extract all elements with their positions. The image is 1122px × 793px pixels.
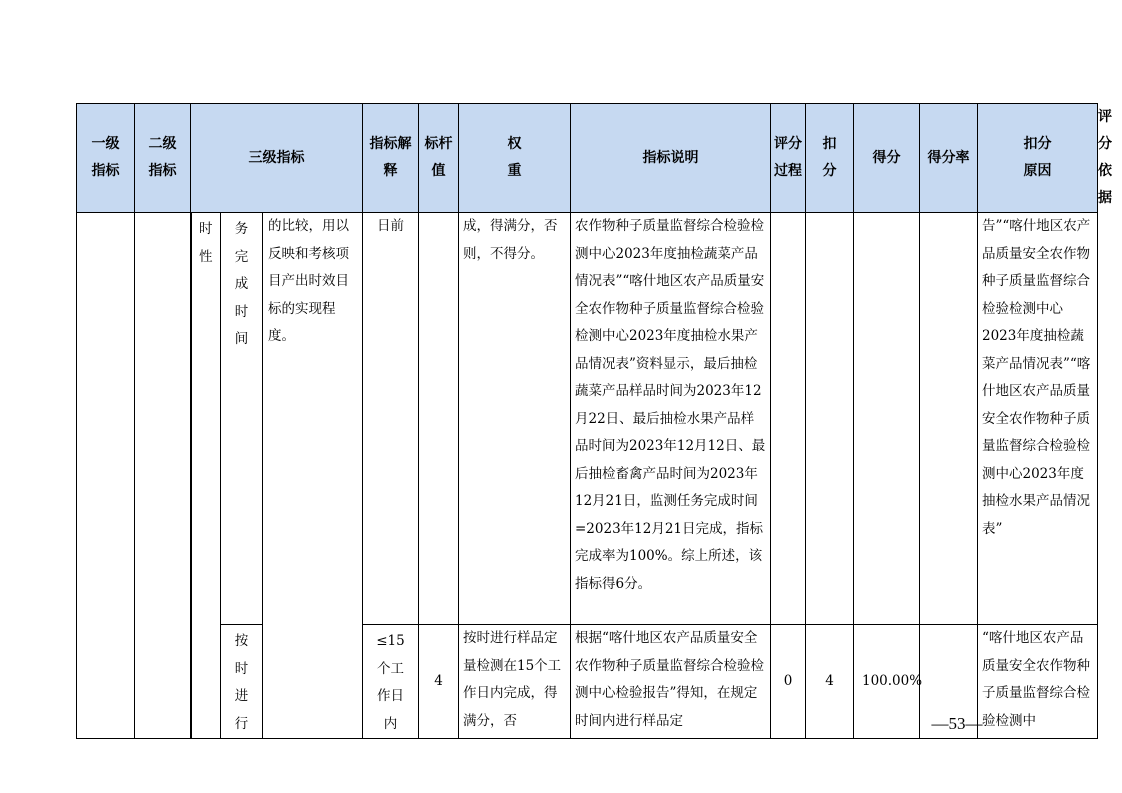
header-rate: 得分率: [920, 104, 978, 213]
level3-prefix-char: 时: [199, 221, 213, 237]
cell-explain: [263, 625, 363, 739]
cell-score: [806, 213, 854, 625]
cell-weight: 4: [419, 625, 459, 739]
evaluation-table: [76, 103, 1112, 739]
cell-rate: 100.00%: [854, 625, 920, 739]
cell-basis: 告”“喀什地区农产品质量安全农作物种子质量监督综合检验检测中心2023年度抽检蔬菜产品情况表”“喀什地区农产品质量安全农作物种子质量监督综合检验检测中心2023年度抽检水果产品情况表”: [978, 213, 1098, 625]
level3-name-char: 进: [234, 688, 249, 704]
header-desc: 指标说明: [571, 104, 771, 213]
cell-score: 4: [806, 625, 854, 739]
level3-name-char: 按: [234, 633, 249, 649]
level3-name-char: 间: [234, 331, 249, 347]
header-benchmark: 标杆 值: [419, 104, 459, 213]
header-level2: 二级 指标: [135, 104, 191, 213]
header-level1: 一级 指标: [77, 104, 135, 213]
cell-level3-prefix: [191, 213, 221, 739]
cell-desc: 按时进行样品定量检测在15个工作日内完成，得满分，否: [459, 625, 571, 739]
header-process: 评分过程: [771, 104, 806, 213]
level3-name-char: 务: [234, 221, 249, 237]
header-deduct: 扣 分: [806, 104, 854, 213]
header-weight: 权 重: [459, 104, 571, 213]
page-number: —53—: [931, 714, 983, 733]
header-explain: 指标解释: [363, 104, 419, 213]
cell-process: 农作物种子质量监督综合检验检测中心2023年度抽检蔬菜产品情况表”“喀什地区农产品质量安全农作物种子质量监督综合检验检测中心2023年度抽检水果产品情况表”资料显示，最后抽检蔬菜产品样品时间为2023年12月22日、最后抽检水果产品样品时间为2023年12月12日、最后抽检畜禽产品时间为2023年12月21日，监测任务完成时间=2023年12月21日完成，指标完成率为100%。综上所述，该指标得6分。: [571, 213, 771, 625]
cell-reason: [920, 213, 978, 625]
cell-rate: [854, 213, 920, 625]
cell-benchmark: 日前: [363, 213, 419, 625]
cell-level3-name: [221, 213, 263, 625]
header-level3: 三级指标: [191, 104, 363, 213]
cell-basis: “喀什地区农产品质量安全农作物种子质量监督综合检验检测中: [978, 625, 1098, 739]
cell-level1: [77, 213, 135, 739]
cell-process: 根据“喀什地区农产品质量安全农作物种子质量监督综合检验检测中心检验报告”得知，在规定时间内进行样品定: [571, 625, 771, 739]
cell-benchmark: ≤15个工作日内: [363, 625, 419, 739]
level3-prefix-char: 性: [199, 248, 213, 265]
level3-name-char: 完: [234, 248, 249, 265]
cell-desc: 成，得满分，否则，不得分。: [459, 213, 571, 625]
cell-weight: [419, 213, 459, 625]
cell-level3-name: [221, 625, 263, 739]
level3-name-char: 时: [234, 660, 249, 677]
cell-explain: 的比较，用以反映和考核项目产出时效目标的实现程度。: [263, 213, 363, 625]
level3-name-char: 成: [234, 276, 249, 292]
cell-deduct: 0: [771, 625, 806, 739]
header-score: 得分: [854, 104, 920, 213]
table-header-row: 一级 指标 二级 指标 三级指标 指标解释 标杆 值 权 重 指标说明 评分过程 扣 分 得分 得分率 扣分 原因 评分依据: [77, 104, 1098, 213]
level3-name-char: 时: [234, 303, 249, 320]
header-reason: 扣分 原因: [978, 104, 1098, 213]
table-row: [77, 213, 1098, 625]
cell-level2: [135, 213, 191, 739]
cell-deduct: [771, 213, 806, 625]
level3-name-char: 行: [234, 715, 249, 732]
